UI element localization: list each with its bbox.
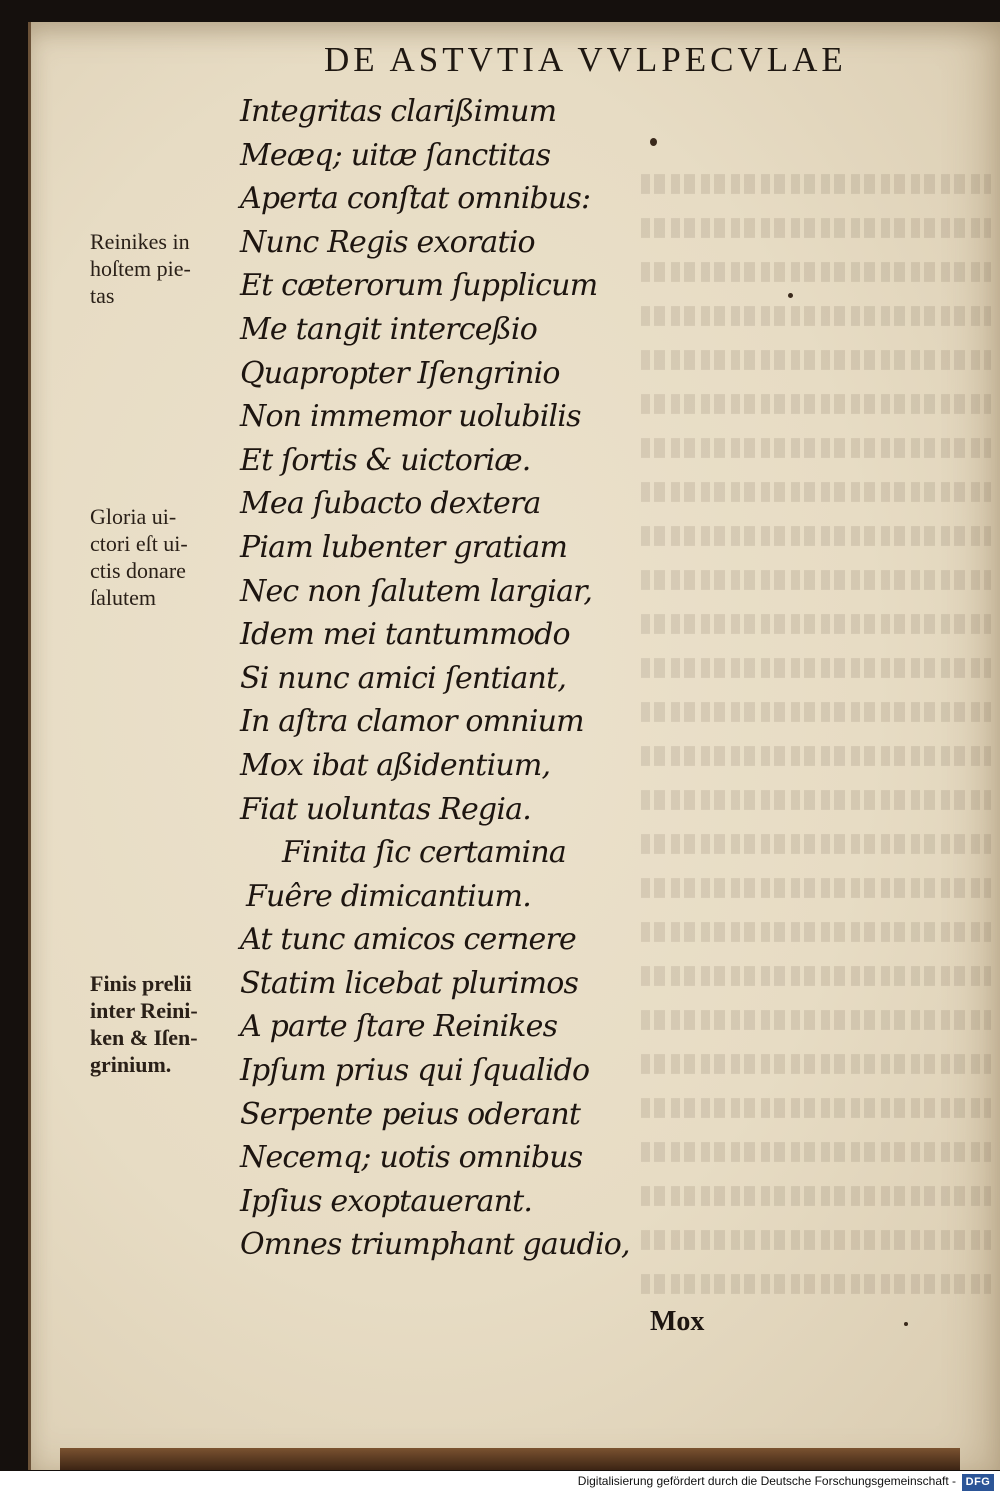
verse-line: Et ſortis & uictoriæ.: [240, 442, 531, 478]
page-edge: [60, 1448, 960, 1470]
marginal-note: [90, 503, 188, 611]
verse-block: [240, 90, 630, 1267]
note-line: ſalutem: [90, 585, 156, 610]
verse-line: Necemq; uotis omnibus: [240, 1140, 583, 1176]
verse-line: Ipſius exoptauerant.: [240, 1183, 533, 1219]
note-line: Gloria ui-: [90, 504, 177, 529]
verse-line: Integritas clarißimum: [240, 94, 557, 129]
note-line: grinium.: [90, 1052, 172, 1077]
verse-line: In aſtra clamor omnium: [240, 704, 584, 740]
verse-line: Idem mei tantummodo: [240, 617, 570, 653]
verse-line: A parte ſtare Reinikes: [240, 1009, 558, 1045]
note-line: tas: [90, 283, 115, 308]
verse-line: Mox ibat aßidentium,: [240, 747, 551, 783]
verse-line: Si nunc amici ſentiant,: [240, 660, 567, 696]
marginal-note: [90, 228, 191, 309]
verse-line: Piam lubenter gratiam: [240, 529, 568, 565]
verse-line: Finita ſic certamina: [282, 835, 566, 871]
footer-bar: [0, 1471, 1000, 1495]
funding-credit: Digitalisierung gefördert durch die Deutsche Forschungsgemeinschaft -: [577, 1474, 956, 1488]
verse-line: Me tangit interceßio: [240, 311, 537, 347]
verse-line: Fiat uoluntas Regia.: [240, 791, 531, 827]
verse-line: Statim licebat plurimos: [240, 965, 579, 1001]
verse-line: Et cæterorum ſupplicum: [240, 268, 598, 304]
running-header: DE ASTVTIA VVLPECVLAE: [324, 40, 847, 79]
catchword: Mox: [650, 1306, 705, 1337]
note-line: inter Reini-: [90, 998, 198, 1023]
verse-line: Quapropter Iſengrinio: [240, 355, 560, 391]
ink-spot: [788, 293, 793, 298]
note-line: hoſtem pie-: [90, 256, 191, 281]
verse-line: At tunc amicos cernere: [240, 922, 576, 958]
verse-line: Nec non ſalutem largiar,: [240, 573, 593, 609]
verse-line: Non immemor uolubilis: [240, 399, 581, 435]
note-line: ctis donare: [90, 558, 186, 583]
verse-line: Meæq; uitæ ſanctitas: [240, 137, 551, 173]
note-line: ctori eſt ui-: [90, 531, 188, 556]
dfg-logo: DFG: [962, 1474, 994, 1491]
verse-line: Mea ſubacto dextera: [240, 486, 541, 522]
verse-line: Nunc Regis exoratio: [240, 224, 535, 260]
note-line: ken & Iſen-: [90, 1025, 198, 1050]
ink-spot: [904, 1322, 908, 1326]
note-line: Finis prelii: [90, 971, 192, 996]
marginal-note: [90, 970, 198, 1078]
verse-line: Omnes triumphant gaudio,: [240, 1227, 630, 1263]
note-line: Reinikes in: [90, 229, 190, 254]
verse-line: Ipſum prius qui ſqualido: [240, 1053, 590, 1089]
verse-line: Serpente peius oderant: [240, 1096, 581, 1132]
verse-line: Fuêre dimicantium.: [246, 878, 531, 914]
verse-line: Aperta conſtat omnibus:: [240, 181, 591, 217]
show-through-text: [641, 162, 991, 1322]
ink-spot: [650, 138, 657, 146]
